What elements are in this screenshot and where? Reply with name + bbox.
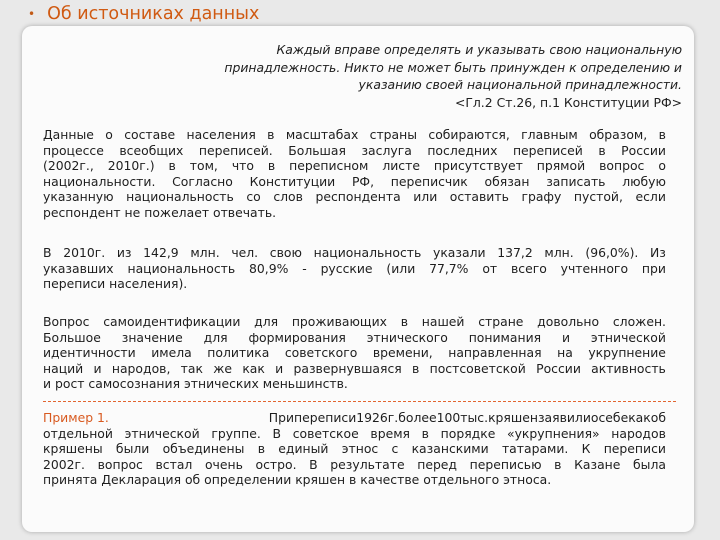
- word: советского: [284, 345, 358, 361]
- word: указанную: [43, 189, 114, 205]
- word: об: [650, 410, 666, 425]
- word: переписи: [603, 441, 666, 457]
- word: более: [398, 410, 437, 425]
- paragraph-line: [43, 376, 666, 392]
- word: наций: [43, 360, 84, 376]
- word: порядке: [440, 425, 496, 441]
- word: национальности.: [43, 173, 156, 189]
- word: рост: [55, 376, 89, 392]
- word: Казане: [574, 456, 621, 472]
- word: указавших: [43, 260, 114, 276]
- paragraph-line: [43, 361, 666, 377]
- word: национальность: [313, 245, 422, 260]
- word: в: [267, 127, 275, 142]
- word: этноса.: [503, 472, 552, 488]
- epigraph-citation: <Гл.2 Ст.26, п.1 Конституции РФ>: [454, 95, 682, 111]
- word: этнического: [366, 329, 448, 345]
- paragraph-2010-statistics: [43, 245, 666, 292]
- example-block: [43, 410, 666, 488]
- word: единый: [278, 441, 329, 457]
- word: любую: [622, 173, 666, 189]
- word: Согласно: [172, 173, 233, 189]
- word: При: [268, 410, 295, 425]
- word: качестве: [360, 472, 424, 488]
- word: стране: [478, 314, 524, 329]
- word: в: [658, 127, 666, 142]
- paragraph-line: [43, 127, 666, 143]
- word: переписей.: [198, 142, 273, 158]
- word: вопрос: [599, 158, 645, 174]
- word: учтенного: [560, 260, 629, 276]
- slide-title: [28, 1, 259, 27]
- word: советское: [292, 425, 359, 441]
- word: в: [349, 472, 361, 488]
- word: развернувшаяся: [293, 360, 402, 376]
- word: этнос: [341, 441, 379, 457]
- word: со: [246, 189, 261, 205]
- word: вопрос: [97, 456, 143, 472]
- word: -: [302, 260, 307, 276]
- word: млн.: [544, 245, 574, 260]
- paragraph-line: [43, 174, 666, 190]
- word: от: [482, 260, 498, 276]
- paragraph-line: [43, 276, 666, 292]
- word: об: [184, 472, 205, 488]
- word: не: [124, 204, 145, 220]
- paragraph-self-identification: [43, 314, 666, 392]
- word: времени,: [372, 345, 433, 361]
- word: масштабах: [285, 127, 359, 142]
- word: постсоветской: [429, 360, 526, 376]
- word: Из: [650, 245, 666, 260]
- word: направленная: [448, 345, 542, 361]
- word: определении: [204, 472, 296, 488]
- word: 2010г.): [107, 158, 155, 174]
- word: собираются,: [428, 127, 510, 142]
- word: для: [203, 329, 228, 345]
- word: К: [581, 441, 591, 457]
- word: (или: [386, 260, 416, 276]
- example-text-run: [269, 410, 666, 426]
- word: оставить: [449, 189, 509, 205]
- word: листе: [382, 158, 420, 174]
- word: 100: [436, 410, 461, 425]
- word: (2002г.,: [43, 158, 94, 174]
- word: народов: [611, 425, 666, 441]
- paragraph-line: [43, 143, 666, 159]
- epigraph-line: указанию своей национальной принадлежности.: [358, 77, 682, 93]
- word: кряшены: [43, 441, 103, 457]
- word: самоидентификации: [103, 314, 241, 329]
- word: укрупнение: [588, 345, 666, 361]
- word: населения).: [109, 276, 188, 292]
- word: о: [590, 410, 599, 425]
- word: перед: [417, 456, 457, 472]
- word: переписей: [512, 142, 583, 158]
- word: формирования: [248, 329, 346, 345]
- word: меньшинств.: [262, 376, 348, 392]
- content-panel: [22, 26, 694, 532]
- epigraph-line: принадлежность. Никто не может быть принужден к определению и: [224, 59, 682, 75]
- word: довольно: [537, 314, 600, 329]
- word: млн.: [190, 245, 220, 260]
- word: с: [391, 441, 399, 457]
- word: при: [641, 260, 666, 276]
- word: РФ,: [351, 173, 375, 189]
- word: главным: [521, 127, 578, 142]
- epigraph: [172, 41, 682, 112]
- word: образом,: [589, 127, 648, 142]
- paragraph-line: [43, 158, 666, 174]
- word: в: [168, 158, 176, 174]
- word: если: [635, 189, 666, 205]
- word: том,: [189, 158, 218, 174]
- word: Вопрос: [43, 314, 90, 329]
- word: в: [554, 456, 562, 472]
- paragraph-line: [43, 245, 666, 261]
- word: объединены: [162, 441, 245, 457]
- word: обязан: [484, 173, 530, 189]
- word: 1926г.: [356, 410, 399, 425]
- word: чел.: [231, 245, 259, 260]
- word: 2010г.: [63, 245, 106, 260]
- word: или: [413, 189, 438, 205]
- word: В: [272, 425, 282, 441]
- epigraph-line: Каждый вправе определять и указывать свою национальную: [276, 42, 682, 57]
- word: респондент: [43, 204, 125, 220]
- word: 77,7%: [429, 260, 469, 276]
- word: процессе: [43, 142, 104, 158]
- word: в: [267, 158, 276, 174]
- word: населения: [186, 127, 256, 142]
- paragraph-census-sources: [43, 127, 666, 221]
- word: отдельной: [43, 425, 113, 441]
- word: этнической: [590, 329, 666, 345]
- paragraph-line: [43, 472, 666, 488]
- word: кряшен: [295, 472, 350, 488]
- word: всего: [510, 260, 547, 276]
- word: и: [275, 360, 284, 376]
- word: слов: [273, 189, 303, 205]
- word: прямой: [536, 158, 586, 174]
- word: о: [105, 127, 113, 142]
- word: тыс.: [460, 410, 489, 425]
- word: в: [598, 142, 606, 158]
- word: были: [115, 441, 150, 457]
- paragraph-line: [43, 457, 666, 473]
- word: же: [213, 360, 233, 376]
- word: последних: [427, 142, 498, 158]
- word: России: [536, 360, 581, 376]
- paragraph-line: [43, 345, 666, 361]
- word: о: [658, 158, 666, 174]
- word: из: [116, 245, 132, 260]
- word: время: [370, 425, 410, 441]
- word: отдельного: [423, 472, 504, 488]
- word: заслуга: [361, 142, 412, 158]
- word: Большая: [288, 142, 346, 158]
- word: переписном: [289, 158, 369, 174]
- paragraph-line: [43, 205, 666, 221]
- paragraph-line: [43, 189, 666, 205]
- word: (96,0%).: [585, 245, 639, 260]
- word: встал: [155, 456, 193, 472]
- word: графу: [521, 189, 562, 205]
- word: остро.: [255, 456, 297, 472]
- word: и: [93, 360, 102, 376]
- word: заявили: [537, 410, 591, 425]
- word: так: [180, 360, 203, 376]
- word: В: [43, 245, 52, 260]
- paragraph-line: [43, 314, 666, 330]
- word: Конституции: [249, 173, 336, 189]
- paragraph-line: [43, 330, 666, 346]
- word: в: [257, 441, 265, 457]
- word: пожелает: [144, 204, 213, 220]
- word: страны: [369, 127, 418, 142]
- word: проживающих: [291, 314, 387, 329]
- word: этнических: [183, 376, 263, 392]
- word: результате: [330, 456, 405, 472]
- word: 137,2: [497, 245, 533, 260]
- word: самосознания: [88, 376, 184, 392]
- word: В: [309, 456, 318, 472]
- paragraph-line: [43, 441, 666, 457]
- word: национальность: [127, 260, 236, 276]
- word: русские: [320, 260, 373, 276]
- bullet-icon: •: [28, 7, 36, 21]
- word: России: [621, 142, 666, 158]
- word: принята: [43, 472, 102, 488]
- word: Декларация: [101, 472, 185, 488]
- word: татарами.: [501, 441, 569, 457]
- word: переписи: [43, 276, 110, 292]
- word: свою: [269, 245, 302, 260]
- word: переписью: [469, 456, 542, 472]
- paragraph-line: [43, 426, 666, 442]
- word: для: [254, 314, 279, 329]
- dashed-divider: [43, 401, 676, 402]
- word: была: [633, 456, 666, 472]
- word: переписи: [294, 410, 357, 425]
- word: сложен.: [612, 314, 666, 329]
- word: отвечать.: [212, 204, 277, 220]
- word: Большое: [43, 329, 101, 345]
- word: Данные: [43, 127, 94, 142]
- word: и: [43, 376, 55, 392]
- word: присутствует: [433, 158, 523, 174]
- word: в: [400, 314, 409, 329]
- word: идентичности: [43, 345, 136, 361]
- word: как: [628, 410, 651, 425]
- word: народов,: [111, 360, 171, 376]
- word: переписчик: [390, 173, 468, 189]
- word: в: [421, 425, 429, 441]
- word: 80,9%: [249, 260, 289, 276]
- word: на: [557, 345, 573, 361]
- word: этнической: [124, 425, 200, 441]
- word: казанскими: [411, 441, 489, 457]
- word: 142,9: [143, 245, 179, 260]
- word: как: [242, 360, 265, 376]
- word: респондента: [315, 189, 401, 205]
- word: очень: [204, 456, 243, 472]
- word: нашей: [421, 314, 465, 329]
- word: пустой,: [573, 189, 623, 205]
- title-text: Об источниках данных: [47, 4, 260, 24]
- word: себе: [598, 410, 629, 425]
- word: национальность: [126, 189, 234, 205]
- word: активность: [591, 360, 666, 376]
- word: 2002г.: [43, 456, 85, 472]
- word: указали: [432, 245, 486, 260]
- word: имела: [151, 345, 192, 361]
- word: записать: [546, 173, 606, 189]
- paragraph-line: [43, 261, 666, 277]
- word: и: [561, 329, 571, 345]
- word: всеобщих: [119, 142, 184, 158]
- word: политика: [207, 345, 270, 361]
- example-first-line: [43, 410, 666, 426]
- word: значение: [121, 329, 183, 345]
- word: составе: [124, 127, 176, 142]
- word: в: [412, 360, 420, 376]
- word: кряшен: [488, 410, 538, 425]
- example-label: Пример 1.: [43, 410, 109, 425]
- word: группе.: [211, 425, 261, 441]
- word: «укрупнения»: [507, 425, 600, 441]
- word: что: [231, 158, 254, 174]
- word: понимания: [468, 329, 542, 345]
